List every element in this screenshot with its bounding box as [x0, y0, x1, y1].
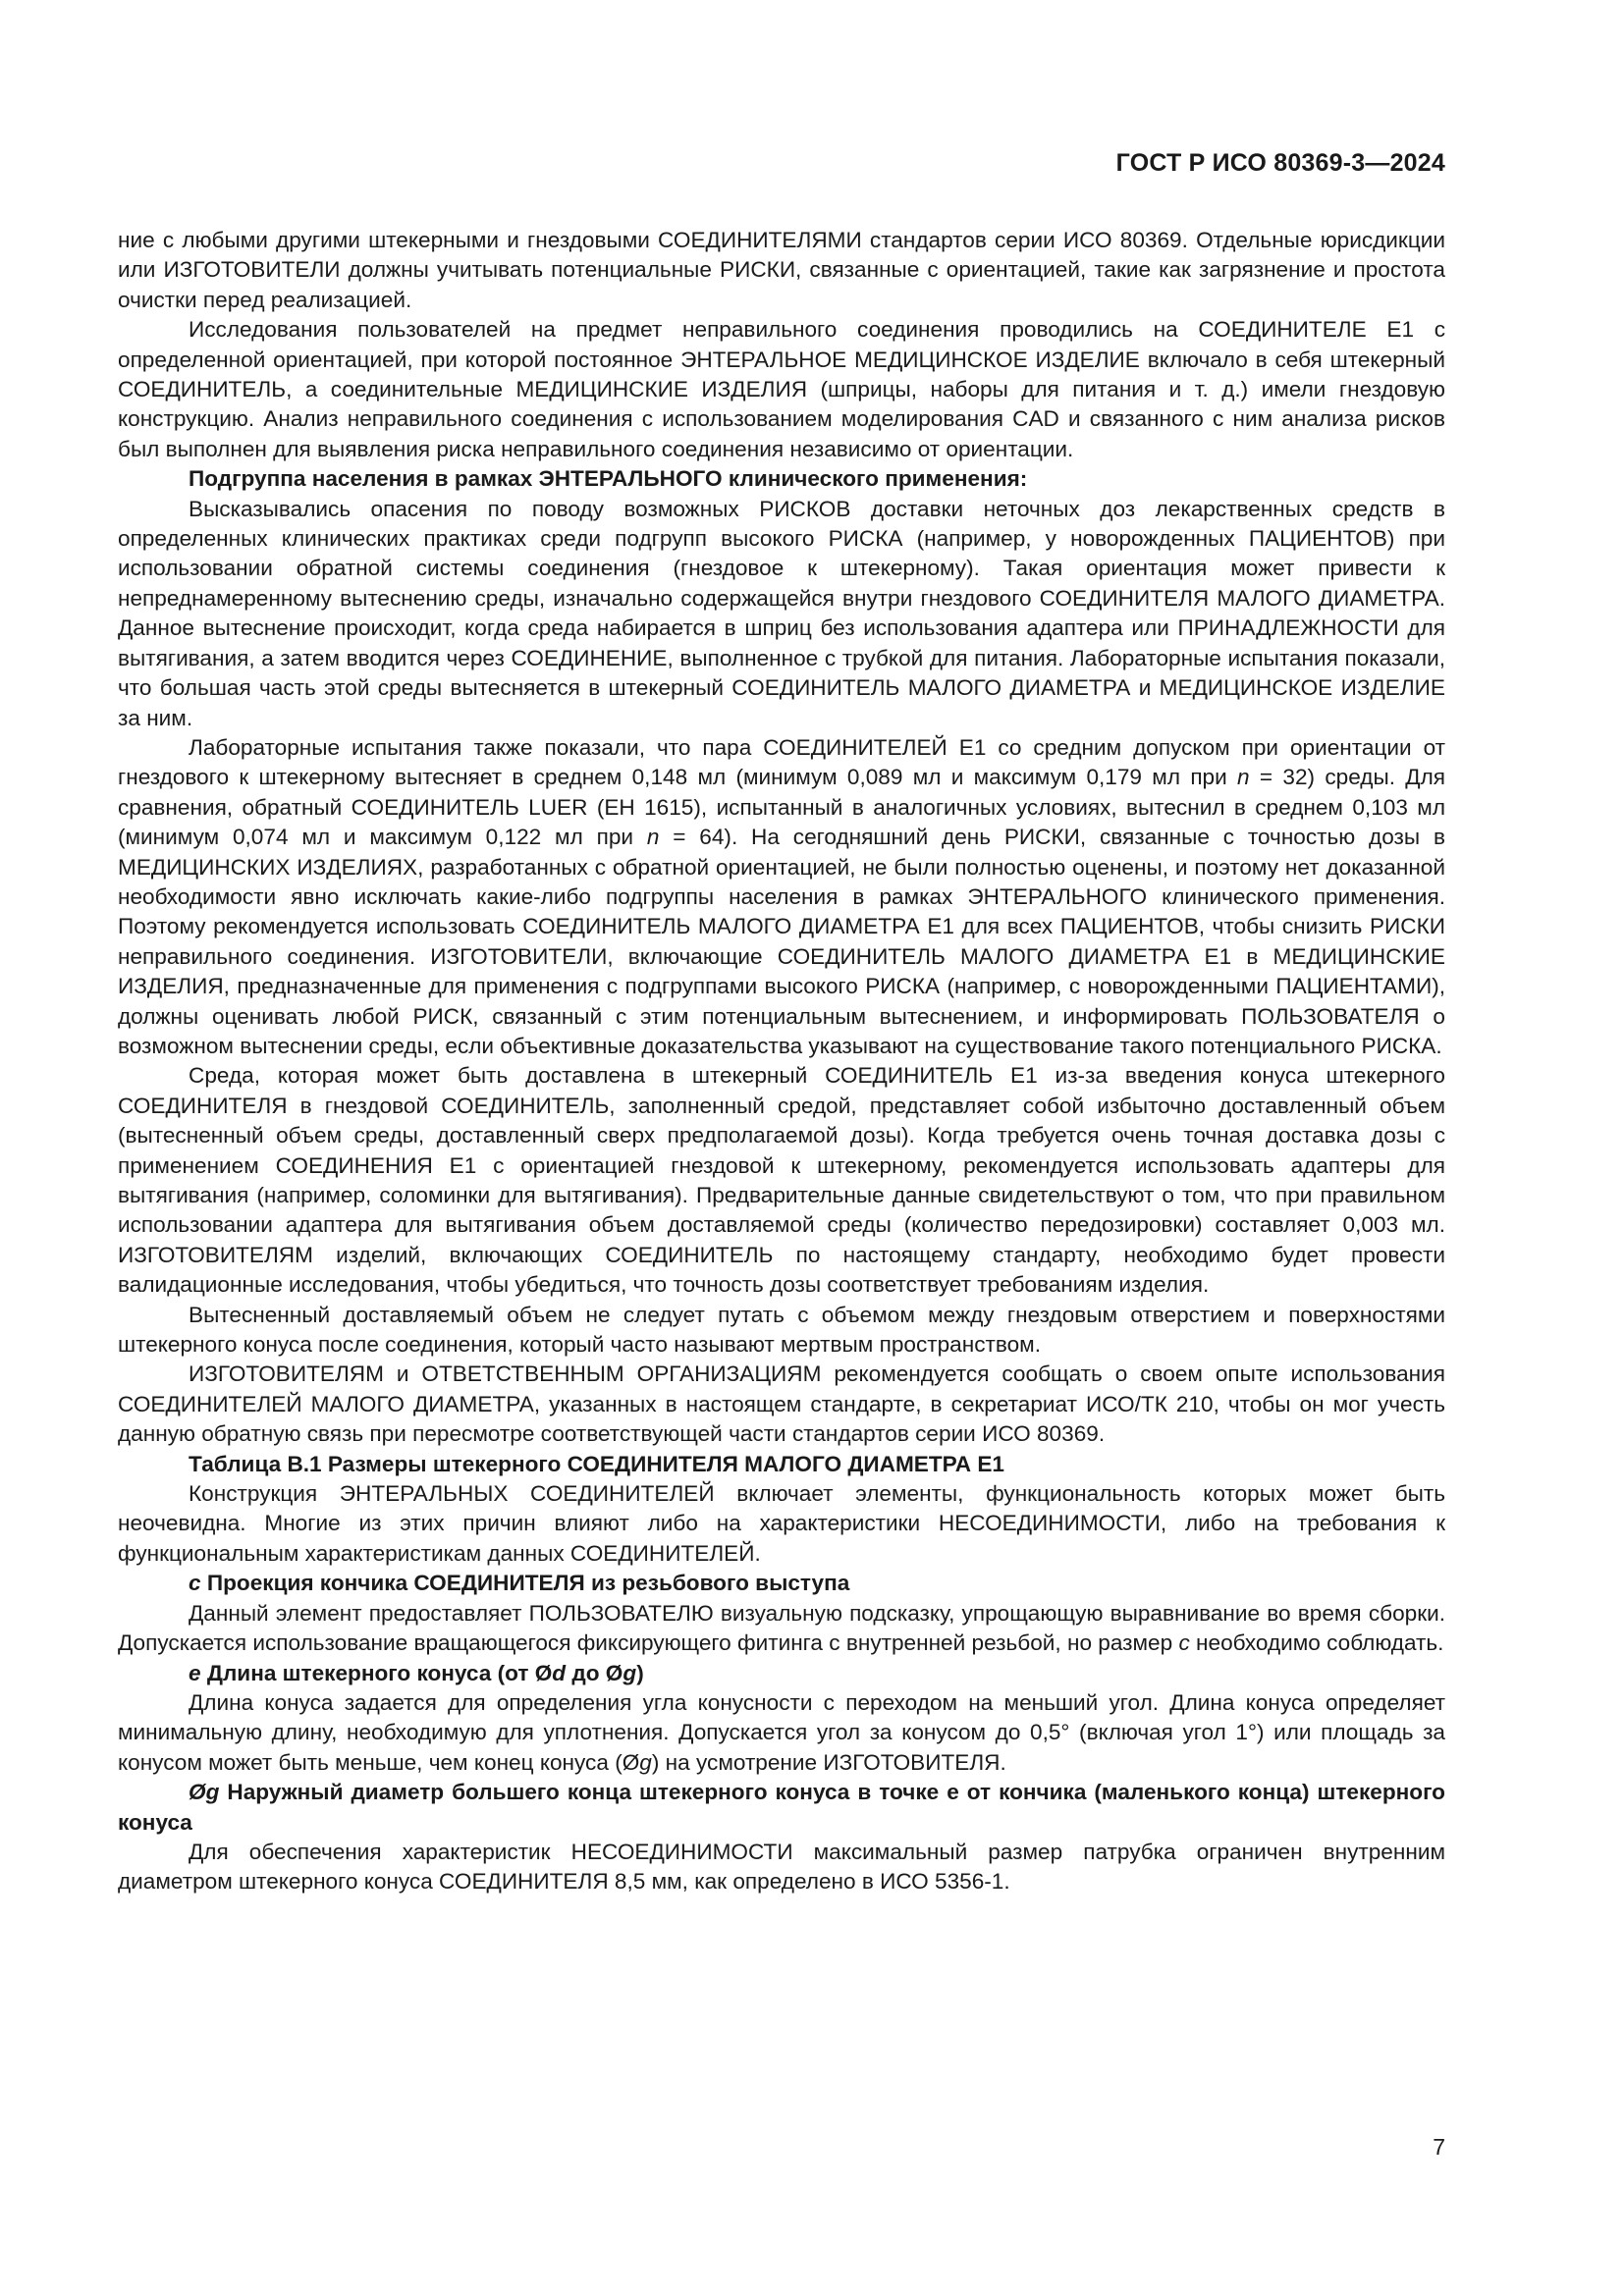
paragraph: Высказывались опасения по поводу возможных РИСКОВ доставки неточных доз лекарственных средств в определенных клинических практиках среди подгрупп высокого РИСКА (например, у новорожденных ПАЦИЕНТОВ) при использовании обратной системы соединения (гнездовое к штекерному). Такая ориентация может привести к непреднамеренному вытеснению среды, изначально содержащейся внутри гнездового СОЕДИНИТЕЛЯ МАЛОГО ДИАМЕТРА. Данное вытеснение происходит, когда среда набирается в шприц без использования адаптера или ПРИНАДЛЕЖНОСТИ для вытягивания, а затем вводится через СОЕДИНЕНИЕ, выполненное с трубкой для питания. Лабораторные испытания показали, что большая часть этой среды вытесняется в штекерный СОЕДИНИТЕЛЬ МАЛОГО ДИАМЕТРА и МЕДИЦИНСКОЕ ИЗДЕЛИЕ за ним.: [118, 496, 1445, 730]
paragraph: ние с любыми другими штекерными и гнездовыми СОЕДИНИТЕЛЯМИ стандартов серии ИСО 80369. Отдельные юрисдикции или ИЗГОТОВИТЕЛИ должны учитывать потенциальные РИСКИ, связанные с ориентацией, такие как загрязнение и простота очистки перед реализацией.: [118, 228, 1445, 312]
paragraph: Лабораторные испытания также показали, что пара СОЕДИНИТЕЛЕЙ Е1 со средним допуском при ориентации от гнездового к штекерному вытесняет в среднем 0,148 мл (минимум 0,089 мл и максимум 0,179 мл при n = 32) среды. Для сравнения, обратный СОЕДИНИТЕЛЬ LUER (ЕН 1615), испытанный в аналогичных условиях, вытеснил в среднем 0,103 мл (минимум 0,074 мл и максимум 0,122 мл при n = 64). На сегодняшний день РИСКИ, связанные с точностью дозы в МЕДИЦИНСКИХ ИЗДЕЛИЯХ, разработанных с обратной ориентацией, не были полностью оценены, и поэтому нет доказанной необходимости явно исключать какие-либо подгруппы населения в рамках ЭНТЕРАЛЬНОГО клинического применения. Поэтому рекомендуется использовать СОЕДИНИТЕЛЬ МАЛОГО ДИАМЕТРА Е1 для всех ПАЦИЕНТОВ, чтобы снизить РИСКИ неправильного соединения. ИЗГОТОВИТЕЛИ, включающие СОЕДИНИТЕЛЬ МАЛОГО ДИАМЕТРА Е1 в МЕДИЦИНСКИЕ ИЗДЕЛИЯ, предназначенные для применения с подгруппами высокого РИСКА (например, с новорожденными ПАЦИЕНТАМИ), должны оценивать любой РИСК, связанный с этим потенциальным вытеснением, и информировать ПОЛЬЗОВАТЕЛЯ о возможном вытеснении среды, если объективные доказательства указывают на существование такого потенциального РИСКА.: [118, 734, 1445, 1058]
paragraph: Вытесненный доставляемый объем не следует путать с объемом между гнездовым отверстием и поверхностями штекерного конуса после соединения, который часто называют мертвым пространством.: [118, 1302, 1445, 1358]
paragraph: Исследования пользователей на предмет неправильного соединения проводились на СОЕДИНИТЕЛЕ Е1 с определенной ориентацией, при которой постоянное ЭНТЕРАЛЬНОЕ МЕДИЦИНСКОЕ ИЗДЕЛИЕ включало в себя штекерный СОЕДИНИТЕЛЬ, а соединительные МЕДИЦИНСКИЕ ИЗДЕЛИЯ (шприцы, наборы для питания и т. д.) имели гнездовую конструкцию. Анализ неправильного соединения с использованием моделирования CAD и связанного с ним анализа рисков был выполнен для выявления риска неправильного соединения независимо от ориентации.: [118, 317, 1445, 461]
page-number: 7: [1433, 2134, 1445, 2160]
dimension-heading-og: Øg Наружный диаметр большего конца штекерного конуса в точке е от кончика (маленького конца) штекерного конуса: [118, 1780, 1445, 1835]
dimension-heading-e: e Длина штекерного конуса (от Ød до Øg): [189, 1660, 644, 1685]
section-heading: Подгруппа населения в рамках ЭНТЕРАЛЬНОГО клинического применения:: [189, 466, 1028, 492]
paragraph: ИЗГОТОВИТЕЛЯМ и ОТВЕТСТВЕННЫМ ОРГАНИЗАЦИЯМ рекомендуется сообщать о своем опыте использования СОЕДИНИТЕЛЕЙ МАЛОГО ДИАМЕТРА, указанных в настоящем стандарте, в секретариат ИСО/ТК 210, чтобы он мог учесть данную обратную связь при пересмотре соответствующей части стандартов серии ИСО 80369.: [118, 1362, 1445, 1447]
paragraph: Конструкция ЭНТЕРАЛЬНЫХ СОЕДИНИТЕЛЕЙ включает элементы, функциональность которых может быть неочевидна. Многие из этих причин влияют либо на характеристики НЕСОЕДИНИМОСТИ, либо на требования к функциональным характеристикам данных СОЕДИНИТЕЛЕЙ.: [118, 1481, 1445, 1566]
paragraph: Длина конуса задается для определения угла конусности с переходом на меньший угол. Длина конуса определяет минимальную длину, необходимую для уплотнения. Допускается угол за конусом до 0,5° (включая угол 1°) или площадь за конусом может быть меньше, чем конец конуса (Øg) на усмотрение ИЗГОТОВИТЕЛЯ.: [118, 1689, 1445, 1775]
paragraph: Данный элемент предоставляет ПОЛЬЗОВАТЕЛЮ визуальную подсказку, упрощающую выравнивание во время сборки. Допускается использование вращающегося фиксирующего фитинга с внутренней резьбой, но размер c необходимо соблюдать.: [118, 1600, 1445, 1656]
document-header: ГОСТ Р ИСО 80369-3—2024: [1115, 149, 1445, 177]
paragraph: Среда, которая может быть доставлена в штекерный СОЕДИНИТЕЛЬ Е1 из-за введения конуса штекерного СОЕДИНИТЕЛЯ в гнездовой СОЕДИНИТЕЛЬ, заполненный средой, представляет собой избыточно доставленный объем (вытесненный объем среды, доставленный сверх предполагаемой дозы). Когда требуется очень точная доставка дозы с применением СОЕДИНЕНИЯ Е1 с ориентацией гнездовой к штекерному, рекомендуется использовать адаптеры для вытягивания (например, соломинки для вытягивания). Предварительные данные свидетельствуют о том, что при правильном использовании адаптера для вытягивания объем доставляемой среды (количество передозировки) составляет 0,003 мл. ИЗГОТОВИТЕЛЯМ изделий, включающих СОЕДИНИТЕЛЬ по настоящему стандарту, необходимо будет провести валидационные исследования, чтобы убедиться, что точность дозы соответствует требованиям изделия.: [118, 1063, 1445, 1298]
paragraph: Для обеспечения характеристик НЕСОЕДИНИМОСТИ максимальный размер патрубка ограничен внутренним диаметром штекерного конуса СОЕДИНИТЕЛЯ 8,5 мм, как определено в ИСО 5356-1.: [118, 1839, 1445, 1895]
dimension-heading-c: c Проекция кончика СОЕДИНИТЕЛЯ из резьбового выступа: [189, 1571, 850, 1596]
document-body: [118, 226, 1445, 1897]
dimension-symbol: c: [189, 1571, 201, 1596]
table-reference-heading: Таблица В.1 Размеры штекерного СОЕДИНИТЕЛЯ МАЛОГО ДИАМЕТРА Е1: [189, 1451, 1004, 1476]
